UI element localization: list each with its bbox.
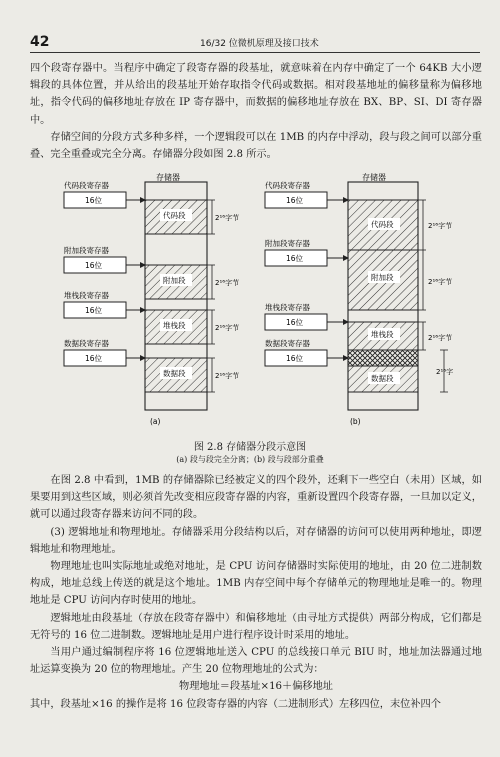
register-name-data-right: 数据段寄存器 (265, 339, 310, 348)
segment-label-extra-left: 附加段 (163, 276, 186, 285)
segment-label-code-right: 代码段 (371, 220, 394, 229)
segment-overlap-right (348, 350, 418, 366)
paragraph-3: 在图 2.8 中看到，1MB 的存储器除已经被定义的四个段外，还剩下一些空白（未用）区域，如果要用到这些区域，则必须首先改变相应段寄存器的内容，重新设置四个段寄存器，一旦加以定义，就可以通过段寄存器来访问不同的段。 (30, 475, 482, 521)
page-header (30, 34, 480, 53)
register-value-data-left: 16位 (85, 354, 103, 363)
memory-label-right: 存储器 (362, 173, 386, 182)
figure-subcaption: (a) 段与段完全分离；(b) 段与段部分重叠 (176, 455, 324, 464)
register-name-extra-right: 附加段寄存器 (265, 239, 310, 248)
register-name-stack-right: 堆栈段寄存器 (265, 303, 310, 312)
register-name-code-left: 代码段寄存器 (64, 181, 109, 190)
register-name-extra-left: 附加段寄存器 (64, 246, 109, 255)
paragraph-1: 四个段寄存器中。当程序中确定了段寄存器的段基址，就意味着在内存中确定了一个 64KB 大小逻辑段的具体位置，并从给出的段基址开始存取指令代码或数据。相对段基地址的偏移量称为偏移地址，指令代码的偏移地址存放在 IP 寄存器中，而数据的偏移地址存放在 BX、BP、SI、DI 寄存器中。 (30, 63, 482, 126)
page-number: 42 (30, 34, 50, 50)
segment-label-data-left: 数据段 (163, 369, 186, 378)
size-label-right-1: 2¹⁶字节 (428, 222, 453, 230)
paragraph-8: 其中，段基址×16 的操作是将 16 位段寄存器的内容（二进制形式）左移四位，末位补四个 (30, 698, 441, 710)
register-value-stack-right: 16位 (286, 318, 304, 327)
segment-label-code-left: 代码段 (163, 211, 186, 220)
size-label-right-2: 2¹⁶字节 (428, 278, 453, 286)
formula: 物理地址＝段基址×16＋偏移地址 (179, 681, 333, 693)
figure-sublabel-a: (a) (150, 417, 161, 426)
size-label-left-3: 2¹⁶字节 (215, 324, 240, 332)
size-label-right-4: 2¹⁶字 (436, 368, 454, 376)
register-value-extra-right: 16位 (286, 254, 304, 263)
paragraph-4: (3) 逻辑地址和物理地址。存储器采用分段结构以后，对存储器的访问可以使用两种地址，即逻辑地址和物理地址。 (30, 526, 482, 555)
text-block-bottom (30, 472, 482, 713)
paragraph-2: 存储空间的分段方式多种多样，一个逻辑段可以在 1MB 的内存中浮动，段与段之间可以部分重叠、完全重叠或完全分离。存储器分段如图 2.8 所示。 (30, 131, 482, 161)
register-name-stack-left: 堆栈段寄存器 (64, 291, 109, 300)
paragraph-7: 当用户通过编制程序将 16 位逻辑地址送入 CPU 的总线接口单元 BIU 时，地址加法器通过地址运算变换为 20 位的物理地址。产生 20 位物理地址的公式为： (30, 647, 482, 676)
size-label-left-1: 2¹⁶字节 (215, 214, 240, 222)
register-value-data-right: 16位 (286, 354, 304, 363)
figure-right (265, 172, 453, 426)
size-label-right-3: 2¹⁶字节 (428, 334, 453, 342)
register-value-code-right: 16位 (286, 196, 304, 205)
size-label-left-4: 2¹⁶字节 (215, 372, 240, 380)
register-value-code-left: 16位 (85, 196, 103, 205)
figure-left (64, 172, 239, 426)
segment-label-stack-left: 堆栈段 (163, 321, 186, 330)
register-value-extra-left: 16位 (85, 261, 103, 270)
register-name-data-left: 数据段寄存器 (64, 339, 109, 348)
memory-label-left: 存储器 (156, 173, 180, 182)
size-label-left-2: 2¹⁶字节 (215, 279, 240, 287)
figure-caption: 图 2.8 存储器分段示意图 (193, 442, 307, 453)
segment-label-extra-right: 附加段 (371, 273, 394, 282)
text-block-top (30, 60, 482, 163)
segment-label-stack-right: 堆栈段 (371, 330, 394, 339)
register-value-stack-left: 16位 (85, 306, 103, 315)
figure-sublabel-b: (b) (350, 417, 361, 426)
figure-2-8 (0, 168, 500, 428)
segment-label-data-right: 数据段 (371, 374, 394, 383)
paragraph-5: 物理地址也叫实际地址或绝对地址，是 CPU 访问存储器时实际使用的地址，由 20 位二进制数构成，地址总线上传送的就是这个地址。1MB 内存空间中每个存储单元的物理地址是唯一的。物理地址是 CPU 访问内存时使用的地址。 (30, 561, 482, 607)
paragraph-6: 逻辑地址由段基址（存放在段寄存器中）和偏移地址（由寻址方式提供）两部分构成，它们都是无符号的 16 位二进制数。逻辑地址是用户进行程序设计时采用的地址。 (30, 612, 482, 641)
running-title: 16/32 位微机原理及接口技术 (200, 39, 319, 49)
register-name-code-right: 代码段寄存器 (265, 181, 310, 190)
